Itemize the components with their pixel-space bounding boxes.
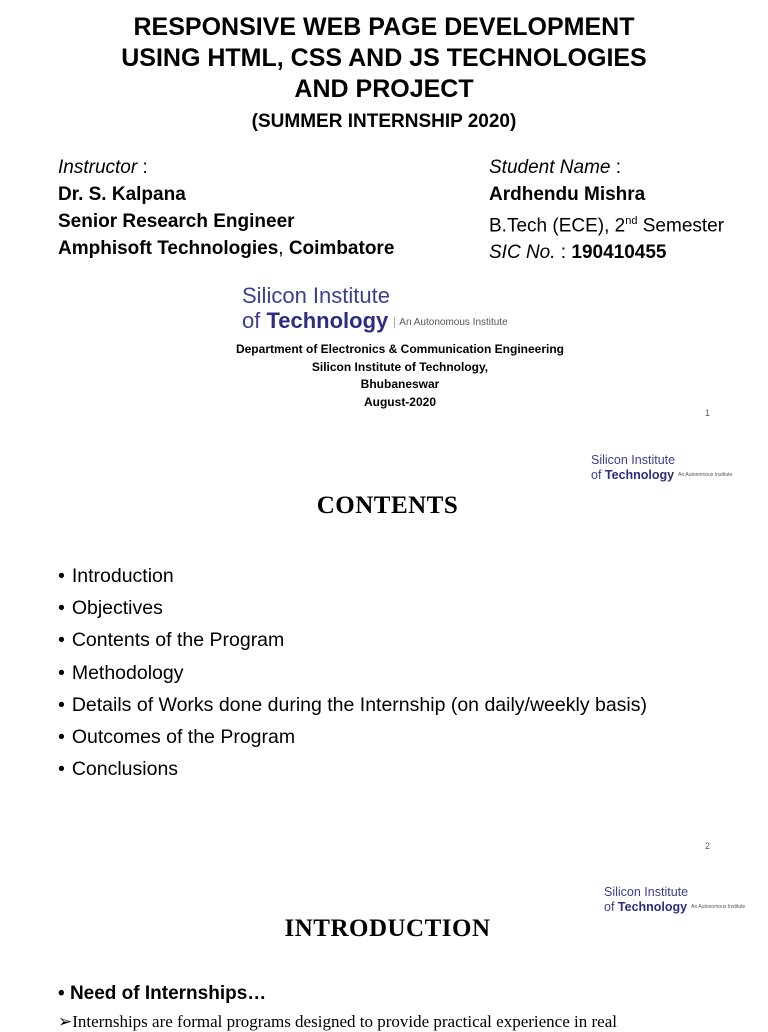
- department-info: Department of Electronics & Communication Engineering Silicon Institute of Technology, Bhubaneswar August-2020: [235, 342, 565, 409]
- list-item: • Conclusions: [58, 753, 647, 785]
- list-item: • Objectives: [58, 592, 647, 624]
- student-name: Ardhendu Mishra: [489, 184, 646, 205]
- intro-partial-text: ➢Internships are formal programs designed to provide practical experience in real: [58, 1012, 617, 1031]
- list-item: • Methodology: [58, 657, 647, 689]
- list-item: • Details of Works done during the Internship (on daily/weekly basis): [58, 689, 647, 721]
- instructor-name: Dr. S. Kalpana: [58, 184, 186, 205]
- introduction-heading: INTRODUCTION: [284, 915, 491, 942]
- list-item: • Contents of the Program: [58, 624, 647, 656]
- instructor-city: Coimbatore: [288, 238, 395, 259]
- instructor-role: Senior Research Engineer: [58, 211, 295, 232]
- contents-list: [58, 560, 647, 785]
- list-item: • Outcomes of the Program: [58, 721, 647, 753]
- instructor-label: Instructor: [58, 157, 138, 178]
- institute-logo-small: Silicon Institute of Technology An Autonomous Institute: [591, 453, 733, 482]
- institute-logo: Silicon Institute of Technology An Autonomous Institute: [242, 283, 508, 333]
- sic-label: SIC No.: [489, 242, 556, 264]
- page-number: 2: [705, 841, 711, 851]
- title-line: RESPONSIVE WEB PAGE DEVELOPMENT: [133, 13, 635, 41]
- student-block: Student Name : Ardhendu Mishra B.Tech (ECE), 2nd Semester SIC No. : 190410455: [489, 157, 725, 264]
- title-line: USING HTML, CSS AND JS TECHNOLOGIES: [121, 44, 647, 72]
- list-item: • Introduction: [58, 560, 647, 592]
- student-label: Student Name: [489, 157, 611, 178]
- student-program: B.Tech (ECE), 2nd Semester: [489, 215, 725, 237]
- page-number: 1: [705, 408, 711, 418]
- contents-heading: CONTENTS: [316, 492, 459, 519]
- title-line: AND PROJECT: [294, 75, 474, 103]
- instructor-block: Instructor : Dr. S. Kalpana Senior Research Engineer Amphisoft Technologies, Coimbatore: [58, 157, 395, 259]
- slide-subtitle: (SUMMER INTERNSHIP 2020): [251, 111, 517, 132]
- instructor-org: Amphisoft Technologies: [58, 238, 279, 259]
- slide-title: [0, 12, 768, 105]
- sic-value: 190410455: [571, 242, 667, 264]
- institute-logo-small: Silicon Institute of Technology An Autonomous Institute: [604, 885, 746, 914]
- intro-bullet: • Need of Internships…: [58, 983, 266, 1005]
